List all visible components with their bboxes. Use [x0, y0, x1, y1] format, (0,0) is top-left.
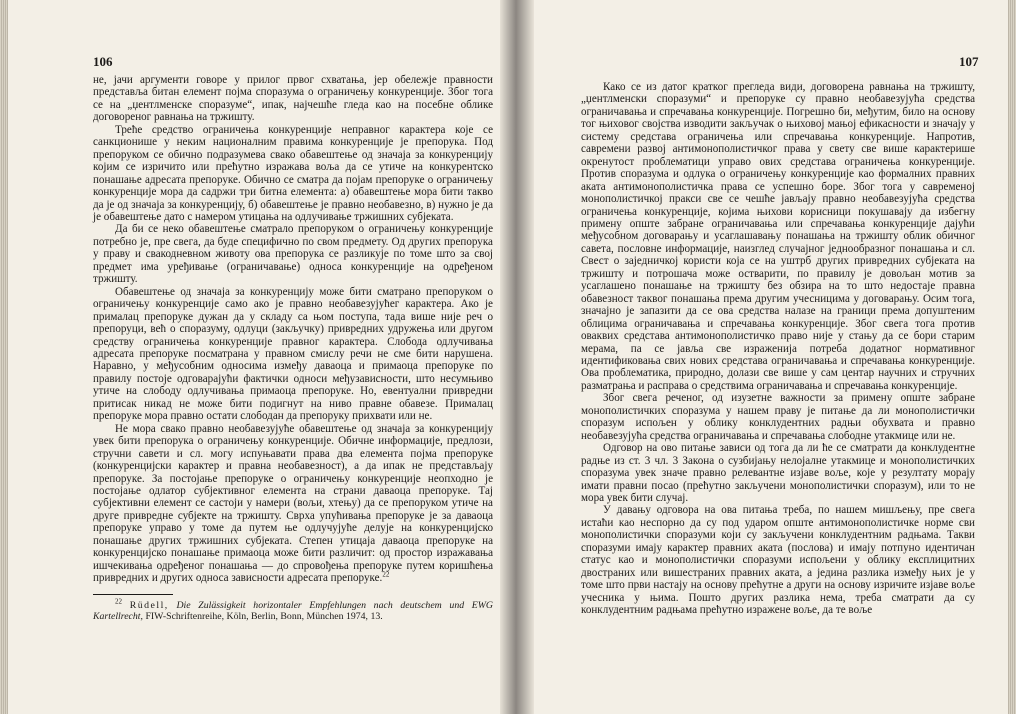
- page-edge-left: [0, 0, 8, 714]
- paragraph: Како се из датог кратког прегледа види, договорена равнања на тржишту, „џентлменски споразуми“ и препоруке су правно необавезујућа средства ограничавања и спречавања конкуренције. Погрешно би, међутим, било на основу тог њиховог својства изводити закључак о њиховој мањој ефикасности и значају у систему средстава ограничења или спречавања конкуренције. Напротив, савремени развој антимонополистичког права у свету све више карактерише окренутост проблематици управо ових средстава ограничења конкуренције. Против споразума и одлука о ограничењу конкуренције као формалних правних аката антимонополистичка права се успешно боре. Због тога у савременој монополистичкој пракси све се чешће јављају правно необавезујућа средства ограничења конкуренције, којима њихови корисници покушавају да избегну примену опште забране ограничавања или спречавања конкуренције дајући међусобном договарању и усаглашавању понашања на тржишту облик обичног савета, пословне информације, наизглед случајног једнообразног понашања и сл. Свест о заједничкој користи која се на уштрб других привредних субјеката на тржишту и потрошача може остварити, по правилу је довољан мотив за усаглашено понашање на тржишту без обзира на то што недостаје правна обавезност таквог понашања према другим учесницима у договарању. Осим тога, значајно је запазити да се ова средства налазе на граници према допуштеним облицима ограничавања и спречавања конкуренције. Због свега тога против оваквих средстава антимонополистичко право није у стању да се бори старим мерама, па се јавља све израженија потреба додатног нормативног идентификовања свих нових средстава ограничавања и спречавања конкуренције. Ова проблематика, природно, долази све више у сам центар научних и стручних разматрања и расправа о средствима ограничавања и спречавања конкуренције.: [581, 81, 975, 392]
- footnote-number: 22: [115, 597, 122, 606]
- page-edge-right: [1008, 0, 1016, 714]
- footnote-divider: [93, 594, 173, 595]
- page-number-left: 106: [93, 54, 113, 69]
- paragraph: Да би се неко обавештење сматрало препоруком о ограничењу конкуренције потребно је, пре свега, да буде специфично по свом предмету. Од других препорука у праву и свакодневном животу ова препорука се разликује по томе што за свој предмет има уређивање (ограничавање) односа конкуренције на одређеном тржишту.: [93, 223, 493, 286]
- footnote-rest: FIW-Schriftenreihe, Köln, Berlin, Bonn, München 1974, 13.: [145, 611, 383, 623]
- paragraph: Због свега реченог, од изузетне важности за примену опште забране монополистичких споразума у нашем праву је питање да ли монополистички споразум испољен у облику конклудентних радњи обухвата и правно необавезујућа средства ограничавања и спречавања слободне утакмице или не.: [581, 392, 975, 442]
- right-page-text: [581, 81, 975, 616]
- binding-gutter-right: [516, 0, 534, 714]
- footnote-title: Die Zulässigkeit horizontaler Empfehlungen nach deutschem und EWG Kartellrecht,: [93, 599, 494, 623]
- paragraph: Одговор на ово питање зависи од тога да ли ће се сматрати да конклудентне радње из ст. 3 чл. 3 Закона о сузбијању нелојалне утакмице и монополистичких споразума увек значе правно релевантне изјаве воље, које у резултату морају имати правни посао (прећутно закључени монополистички споразум), или то не мора увек бити случај.: [581, 442, 975, 504]
- footnote: [93, 597, 494, 623]
- page-number-right: 107: [959, 54, 979, 69]
- right-page: [516, 0, 1016, 714]
- paragraph-text: Не мора свако правно необавезујуће обавештење од значаја за конкуренцију увек бити препорука о ограничењу конкуренције. Обичне информације, предлози, стручни савети и сл. могу испуњавати права два елемента појма препоруке (конкуренцијски карактер и правна необавезност), а да ипак не представљају препоруке. За постојање препоруке о ограничењу конкуренције неопходно је постојање одлатор субјективног елемента на страни даваоца препоруке. Тај субјективни елемент се састоји у намери (вољи, хтењу) да се препоруком утиче на друге привредне субјекте на тржишту. Сврха упућивања препоруке је за даваоца препоруке управо у томе да путем ње одлучујуће делује на конкуренцијско понашање других тржишних субјеката. Степен утицаја даваоца препоруке на конкуренцијско понашање примаоца може бити различит: од простор изражавања ишчекивања одређеног понашања — до спровођења препоруке путем коришћења привредних и других односа зависности адресата препоруке.: [93, 422, 493, 585]
- footnote-author: Rüdell,: [129, 599, 169, 611]
- left-page-text: [93, 74, 493, 623]
- paragraph: Треће средство ограничења конкуренције неправног карактера које се санкционише у неким националним правима конкуренције је препорука. Под препоруком се обично подразумева свако обавештење од значаја за конкуренцију којим се изричито или прећутно изражава воља да се утиче на конкурентско понашање адресата препоруке. Обично се сматра да појам препоруке о ограничењу конкуренције мора да садржи три битна елемента: а) обавештење мора бити такво да је од значаја за конкуренцију, б) обавештење је правно необавезно, в) нужно је да је обавештење дато с намером утицања на одлучивање тржишних субјеката.: [93, 123, 493, 223]
- paragraph: Обавештење од значаја за конкуренцију може бити сматрано препоруком о ограничењу конкуренције само ако је правно необавезујућег карактера. Ако је прималац препоруке дужан да у складу са њом поступа, тада више није реч о препоруци, већ о споразуму, одлуци (закључку) привредних удружења или другом средству ограничења конкуренције правног карактера. Слобода одлучивања адресата препоруке посматрана у правном смислу речи не сме бити нарушена. Наравно, у међусобним односима између даваоца и примаоца препоруке по правилу постоје одговарајући фактички односи међузависности, што несумњиво утиче на слободу одлучивања примаоца препоруке. Но, евентуални привредни притисак никад не може бити подигнут на ниво правне обавезе. Прималац препоруке мора правно остати слободан да препоруку прихвати или не.: [93, 285, 493, 423]
- binding-gutter-left: [500, 0, 516, 714]
- paragraph: не, јачи аргументи говоре у прилог првог схватања, јер обележје правности представља битан елемент појма споразума о ограничењу конкуренције. Због тога се на „џентлменске споразуме“, ипак, најчешће гледа као на посебне облике договореног равнања на тржишту.: [93, 74, 493, 124]
- paragraph: У давању одговора на ова питања треба, по нашем мишљењу, пре свега истаћи као неспорно да су под ударом опште антимонополистичке норме сви монополистички споразуми који су закључени конклудентним радњама. Такви споразуми имају карактер правних аката (послова) и имају потпуно идентичан статус као и монополистички споразуми испољени у облику експлицитних двостраних или вишестраних правних аката, а једина разлика између њих је у томе што први настају на основу прећутне а други на основу изричите изјаве воље учесника у њима. Пошто других разлика нема, треба сматрати да су конклудентним радњама прећутно изражене воље, да те воље: [581, 504, 975, 617]
- footnote-reference: 22: [382, 570, 390, 579]
- paragraph: [93, 423, 493, 585]
